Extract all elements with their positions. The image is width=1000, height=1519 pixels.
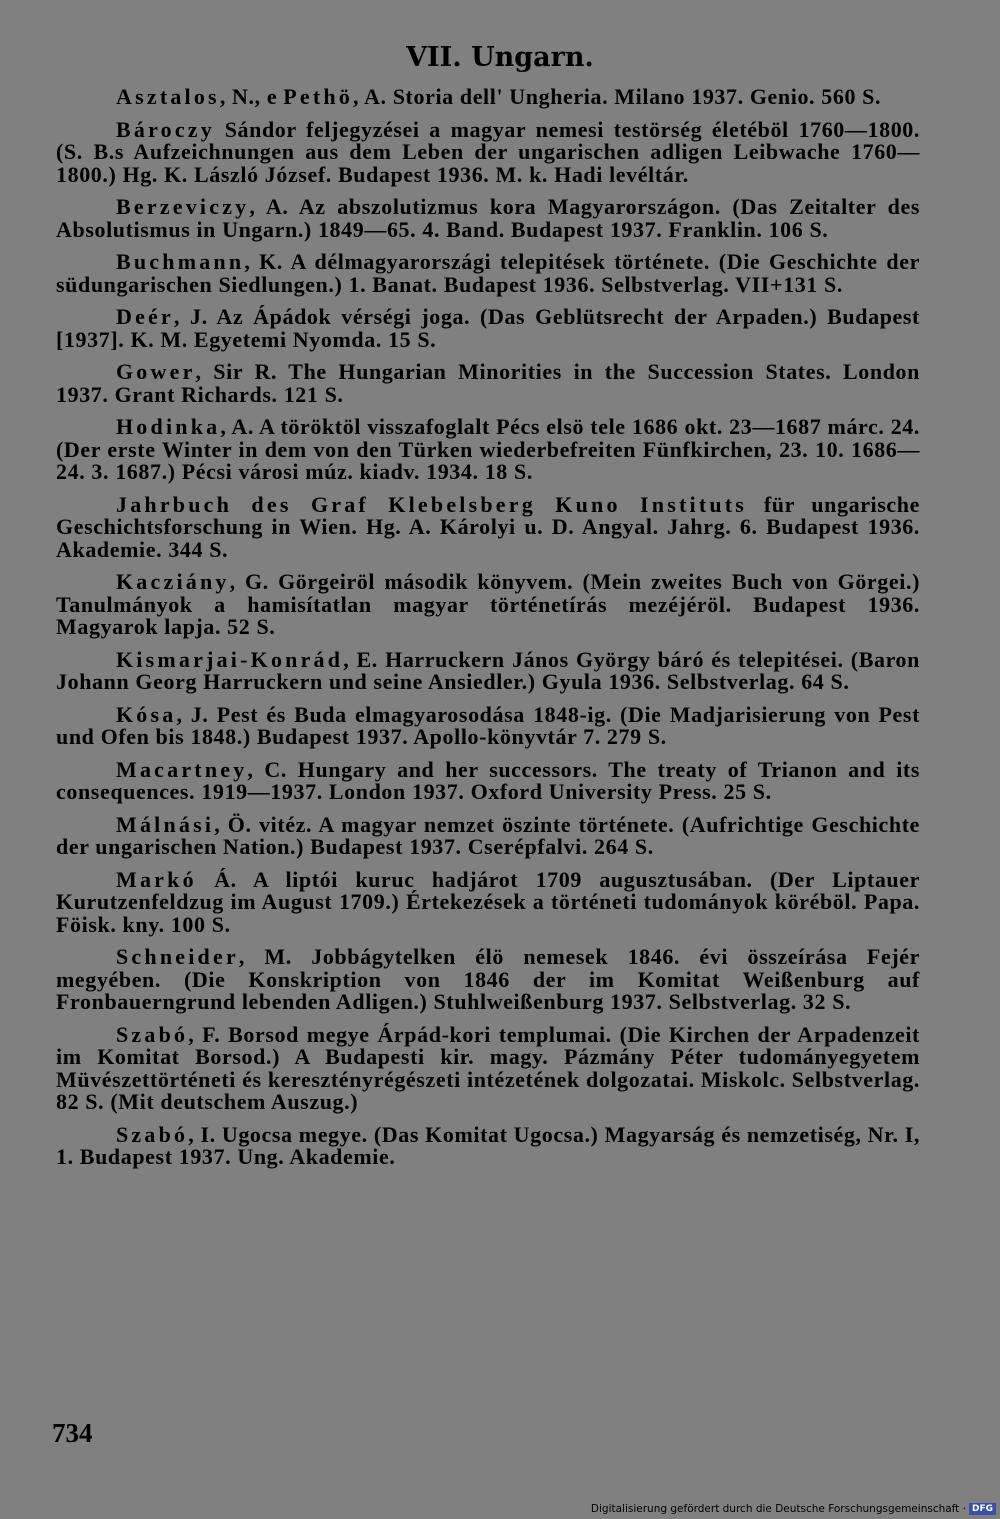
entry-text: , M. Jobbágytelken élö nemesek 1846. évi összeírása Fejér megyében. (Die Konskription von 1846 der im Komitat Weißenburg auf Fronbauerngrund lebenden Adligen.) Stuhlweißenburg 1937. Selbstverlag. 32 S. bbox=[56, 944, 920, 1014]
entry-author: Macartney bbox=[116, 756, 248, 782]
footer-text: Digitalisierung gefördert durch die Deutsche Forschungsgemeinschaft · bbox=[590, 1503, 966, 1515]
entry-author: Bároczy bbox=[116, 116, 215, 142]
entry-text: , I. Ugocsa megye. (Das Komitat Ugocsa.) Magyarság és nemzetiség, Nr. I, 1. Budapest 1937. Ung. Akademie. bbox=[56, 1121, 920, 1169]
entry-text: , A. A töröktöl visszafoglalt Pécs elsö tele 1686 okt. 23—1687 márc. 24. (Der erste Winter in dem von den Türken wiederbefreiten Fünfkirchen, 23. 10. 1686—24. 3. 1687.) Pécsi városi múz. kiadv. 1934. 18 S. bbox=[56, 414, 920, 484]
bibliography-entry bbox=[56, 1121, 920, 1169]
entry-author: Kósa bbox=[116, 701, 177, 727]
page-title: VII. Ungarn. bbox=[406, 42, 594, 73]
entry-author: Kismarjai-Konrád bbox=[116, 646, 344, 672]
entry-text: , A. Storia dell' Ungheria. Milano 1937. Genio. 560 S. bbox=[353, 84, 882, 109]
bibliography-entry bbox=[56, 361, 920, 406]
bibliography-entry bbox=[56, 306, 920, 351]
entry-text: , Sir R. The Hungarian Minorities in the Succession States. London 1937. Grant Richards. 121 S. bbox=[56, 359, 920, 407]
bibliography-entry bbox=[56, 701, 920, 749]
entry-author: Málnási bbox=[116, 811, 215, 837]
entry-author: Buchmann bbox=[116, 249, 245, 274]
entry-author-joiner: , N., e bbox=[219, 84, 284, 109]
entry-author: Hodinka bbox=[116, 414, 221, 439]
bibliography-entry bbox=[56, 946, 920, 1014]
entry-author: Kacziány bbox=[116, 569, 230, 594]
bibliography-entry bbox=[56, 196, 920, 241]
bibliography-entry bbox=[56, 116, 920, 187]
bibliography-list bbox=[56, 86, 920, 1179]
entry-coauthor: Pethö bbox=[283, 84, 354, 109]
bibliography-entry bbox=[56, 756, 920, 804]
entry-text: , F. Borsod megye Árpád-kori templumai. (Die Kirchen der Arpadenzeit im Komitat Borsod.) A Budapesti kir. magy. Pázmány Péter tudományegyetem Müvészettörténeti és keresztényrégészeti intézetének dolgozatai. Miskolc. Selbstverlag. 82 S. (Mit deutschem Auszug.) bbox=[56, 1021, 920, 1114]
entry-author: Jahrbuch des Graf Klebelsberg Kuno Instituts bbox=[116, 491, 748, 517]
entry-text: , E. Harruckern János György báró és telepitései. (Baron Johann Georg Harruckern und seine Ansiedler.) Gyula 1936. Selbstverlag. 64 S. bbox=[56, 646, 920, 694]
entry-author: Szabó bbox=[116, 1021, 189, 1047]
bibliography-entry bbox=[56, 86, 920, 109]
entry-author: Berzeviczy bbox=[116, 194, 250, 219]
entry-text: , Ö. vitéz. A magyar nemzet öszinte története. (Aufrichtige Geschichte der ungarischen Nation.) Budapest 1937. Cserépfalvi. 264 S. bbox=[56, 811, 920, 859]
bibliography-entry bbox=[56, 571, 920, 639]
bibliography-entry bbox=[56, 646, 920, 694]
entry-text: für ungarische Geschichtsforschung in Wien. Hg. A. Károlyi u. D. Angyal. Jahrg. 6. Budapest 1936. Akademie. 344 S. bbox=[56, 491, 920, 562]
page-number: 734 bbox=[52, 1418, 93, 1448]
entry-author: Deér bbox=[116, 304, 174, 329]
bibliography-entry bbox=[56, 811, 920, 859]
entry-author: Schneider bbox=[116, 944, 239, 969]
bibliography-entry bbox=[56, 491, 920, 562]
entry-author: Asztalos bbox=[116, 84, 220, 109]
entry-text: Á. A liptói kuruc hadjárot 1709 augusztusában. (Der Liptauer Kurutzenfeldzug im August 1709.) Értekezések a történeti tudományok köréböl. Papa. Föisk. kny. 100 S. bbox=[56, 866, 920, 937]
bibliography-entry bbox=[56, 416, 920, 484]
entry-author: Gower bbox=[116, 359, 196, 384]
entry-author: Szabó bbox=[116, 1121, 189, 1147]
entry-author: Markó bbox=[116, 866, 197, 892]
bibliography-entry bbox=[56, 866, 920, 937]
entry-text: , K. A délmagyarországi telepitések története. (Die Geschichte der südungarischen Siedlungen.) 1. Banat. Budapest 1936. Selbstverlag. VII+131 S. bbox=[56, 249, 920, 297]
dfg-logo: DFG bbox=[969, 1503, 996, 1515]
bibliography-entry bbox=[56, 251, 920, 296]
entry-text: , J. Pest és Buda elmagyarosodása 1848-ig. (Die Madjarisierung von Pest und Ofen bis 1848.) Budapest 1937. Apollo-könyvtár 7. 279 S. bbox=[56, 701, 920, 749]
entry-text: , C. Hungary and her successors. The treaty of Trianon and its consequences. 1919—1937. London 1937. Oxford University Press. 25 S. bbox=[56, 756, 920, 804]
entry-text: Sándor feljegyzései a magyar nemesi testörség életéböl 1760—1800. (S. B.s Aufzeichnungen aus dem Leben der ungarischen adligen Leibwache 1760—1800.) Hg. K. László József. Budapest 1936. M. k. Hadi levéltár. bbox=[56, 116, 920, 187]
entry-text: , A. Az abszolutizmus kora Magyarországon. (Das Zeitalter des Absolutismus in Ungarn.) 1849—65. 4. Band. Budapest 1937. Franklin. 106 S. bbox=[56, 194, 920, 242]
digitization-footer bbox=[591, 1503, 996, 1515]
entry-text: , G. Görgeiröl második könyvem. (Mein zweites Buch von Görgei.) Tanulmányok a hamisítatlan magyar történetírás mezéjéröl. Budapest 1936. Magyarok lapja. 52 S. bbox=[56, 569, 920, 639]
bibliography-entry bbox=[56, 1021, 920, 1114]
entry-text: , J. Az Ápádok vérségi joga. (Das Geblütsrecht der Arpaden.) Budapest [1937]. K. M. Egyetemi Nyomda. 15 S. bbox=[56, 304, 920, 352]
